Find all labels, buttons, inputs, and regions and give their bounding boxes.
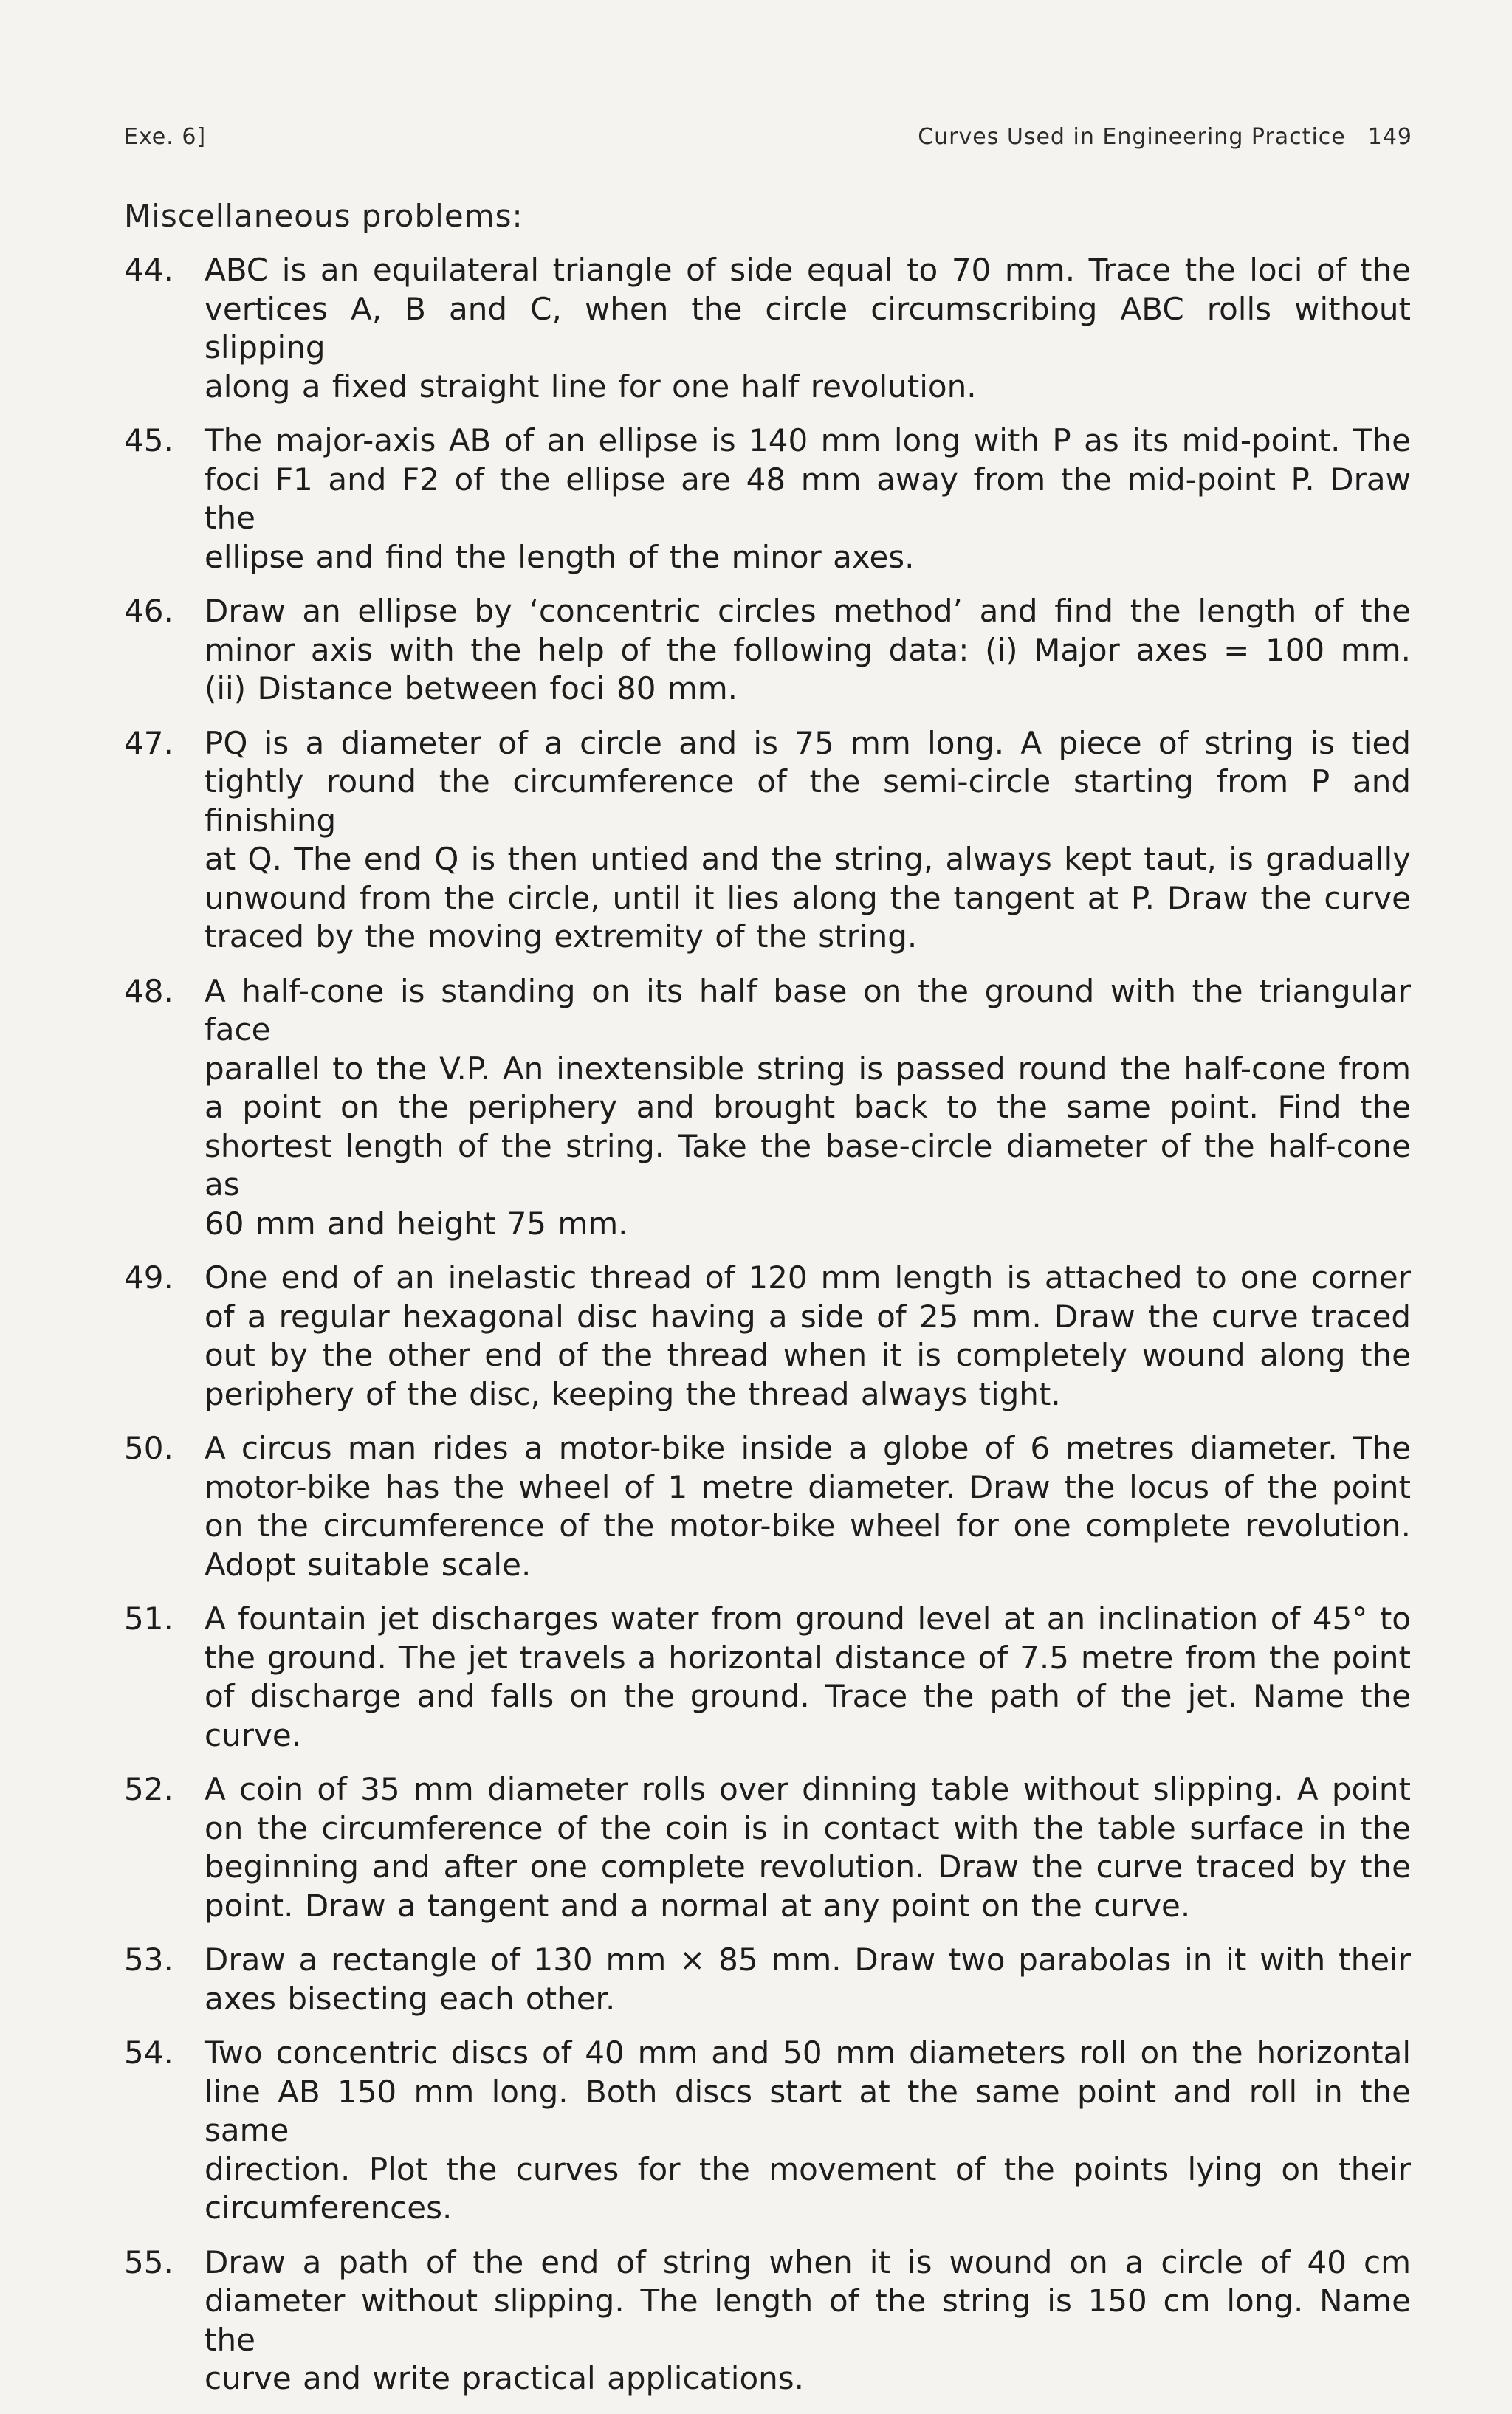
running-head [124, 124, 1412, 161]
problem-text-line: axes bisecting each other. [205, 1980, 616, 2017]
problem-text-line: (ii) Distance between foci 80 mm. [205, 670, 738, 706]
problem-text-line: parallel to the V.P. An inextensible string is passed round the half-cone from [205, 1050, 1411, 1087]
problem-text [205, 422, 1411, 577]
chapter-title: Curves Used in Engineering Practice [918, 124, 1346, 150]
problem-text-line: of a regular hexagonal disc having a side of 25 mm. Draw the curve traced [205, 1298, 1411, 1335]
problem-text-line: The major-axis AB of an ellipse is 140 mm long with P as its mid-point. The [205, 422, 1411, 458]
problem-text [205, 2243, 1411, 2398]
problem-text [205, 592, 1411, 709]
problem-item [0, 592, 1512, 709]
problem-text-line: vertices A, B and C, when the circle circumscribing ABC rolls without slipping [205, 290, 1411, 365]
problem-text-line: shortest length of the string. Take the base-circle diameter of the half-cone as [205, 1127, 1411, 1203]
problem-item [0, 2034, 1512, 2228]
problem-item [0, 422, 1512, 577]
problem-number: 51. [124, 1600, 173, 1637]
problem-number: 50. [124, 1430, 173, 1466]
problem-text-line: Adopt suitable scale. [205, 1546, 532, 1583]
problem-text [205, 1600, 1411, 1755]
problem-item [0, 2243, 1512, 2398]
problem-number: 45. [124, 422, 173, 458]
problem-text-line: out by the other end of the thread when it is completely wound along the [205, 1337, 1411, 1373]
problem-text-line: Draw a path of the end of string when it is wound on a circle of 40 cm [205, 2243, 1411, 2280]
problem-item [0, 972, 1512, 1244]
problem-text-line: motor-bike has the wheel of 1 metre diameter. Draw the locus of the point [205, 1468, 1411, 1505]
problem-text [205, 1941, 1411, 2018]
problem-number: 55. [124, 2243, 173, 2280]
problem-text-line: Draw an ellipse by ‘concentric circles method’ and find the length of the [205, 593, 1411, 629]
problem-item [0, 251, 1512, 406]
problem-text [205, 972, 1411, 1244]
problem-text-line: PQ is a diameter of a circle and is 75 mm long. A piece of string is tied [205, 724, 1411, 761]
problem-text-line: A half-cone is standing on its half base on the ground with the triangular face [205, 972, 1411, 1048]
problem-text-line: direction. Plot the curves for the movement of the points lying on their [205, 2150, 1411, 2187]
problem-text-line: ABC is an equilateral triangle of side equal to 70 mm. Trace the loci of the [205, 252, 1411, 288]
problem-text-line: 60 mm and height 75 mm. [205, 1205, 628, 1242]
problem-text-line: ellipse and find the length of the minor axes. [205, 538, 915, 575]
problem-item [0, 724, 1512, 957]
problem-number: 48. [124, 972, 173, 1009]
problem-text-line: One end of an inelastic thread of 120 mm length is attached to one corner [205, 1259, 1411, 1296]
problem-text-line: foci F1 and F2 of the ellipse are 48 mm away from the mid-point P. Draw the [205, 461, 1411, 536]
section-heading: Miscellaneous problems: [124, 198, 523, 234]
problem-text-line: the ground. The jet travels a horizontal distance of 7.5 metre from the point [205, 1639, 1411, 1676]
problem-text-line: periphery of the disc, keeping the thread always tight. [205, 1375, 1061, 1412]
problem-text-line: circumferences. [205, 2190, 453, 2226]
problem-item [0, 1429, 1512, 1584]
problem-text [205, 724, 1411, 957]
problem-text-line: at Q. The end Q is then untied and the string, always kept taut, is gradually [205, 841, 1411, 877]
problem-text-line: a point on the periphery and brought back to the same point. Find the [205, 1089, 1411, 1125]
problem-text [205, 1429, 1411, 1584]
problem-item [0, 1600, 1512, 1755]
problem-number: 44. [124, 252, 173, 288]
problem-text [205, 2034, 1411, 2228]
problem-text-line: Two concentric discs of 40 mm and 50 mm diameters roll on the horizontal [205, 2035, 1411, 2071]
problem-text [205, 251, 1411, 406]
problem-text-line: A coin of 35 mm diameter rolls over dinning table without slipping. A point [205, 1771, 1411, 1807]
page-number: 149 [1367, 124, 1412, 150]
problem-text-line: line AB 150 mm long. Both discs start at the same point and roll in the same [205, 2073, 1411, 2148]
problem-text-line: on the circumference of the coin is in contact with the table surface in the [205, 1809, 1411, 1846]
problem-text-line: beginning and after one complete revolution. Draw the curve traced by the [205, 1849, 1411, 1885]
problem-text [205, 1259, 1411, 1414]
problem-text-line: A fountain jet discharges water from ground level at an inclination of 45° to [205, 1600, 1411, 1637]
problem-list [0, 251, 1512, 2414]
problem-text-line: curve and write practical applications. [205, 2360, 804, 2396]
problem-number: 46. [124, 593, 173, 629]
problem-text-line: minor axis with the help of the following data: (i) Major axes = 100 mm. [205, 631, 1411, 668]
problem-text-line: traced by the moving extremity of the string. [205, 918, 918, 955]
problem-item [0, 1770, 1512, 1925]
problem-text-line: unwound from the circle, until it lies along the tangent at P. Draw the curve [205, 879, 1411, 916]
problem-number: 53. [124, 1942, 173, 1978]
problem-text-line: A circus man rides a motor-bike inside a globe of 6 metres diameter. The [205, 1430, 1411, 1466]
problem-number: 47. [124, 724, 173, 761]
problem-text-line: Draw a rectangle of 130 mm × 85 mm. Draw two parabolas in it with their [205, 1942, 1411, 1978]
problem-number: 54. [124, 2035, 173, 2071]
problem-number: 52. [124, 1771, 173, 1807]
problem-text-line: point. Draw a tangent and a normal at any point on the curve. [205, 1887, 1191, 1924]
problem-number: 49. [124, 1259, 173, 1296]
problem-item [0, 1941, 1512, 2018]
exercise-reference: Exe. 6] [124, 124, 207, 150]
running-title-group [918, 124, 1412, 150]
problem-text-line: diameter without slipping. The length of the string is 150 cm long. Name the [205, 2283, 1411, 2358]
problem-text-line: along a fixed straight line for one half revolution. [205, 368, 977, 405]
problem-text [205, 1770, 1411, 1925]
problem-item [0, 1259, 1512, 1414]
problem-text-line: of discharge and falls on the ground. Trace the path of the jet. Name the curve. [205, 1678, 1411, 1753]
problem-text-line: tightly round the circumference of the semi-circle starting from P and finishing [205, 763, 1411, 839]
problem-text-line: on the circumference of the motor-bike wheel for one complete revolution. [205, 1507, 1411, 1544]
